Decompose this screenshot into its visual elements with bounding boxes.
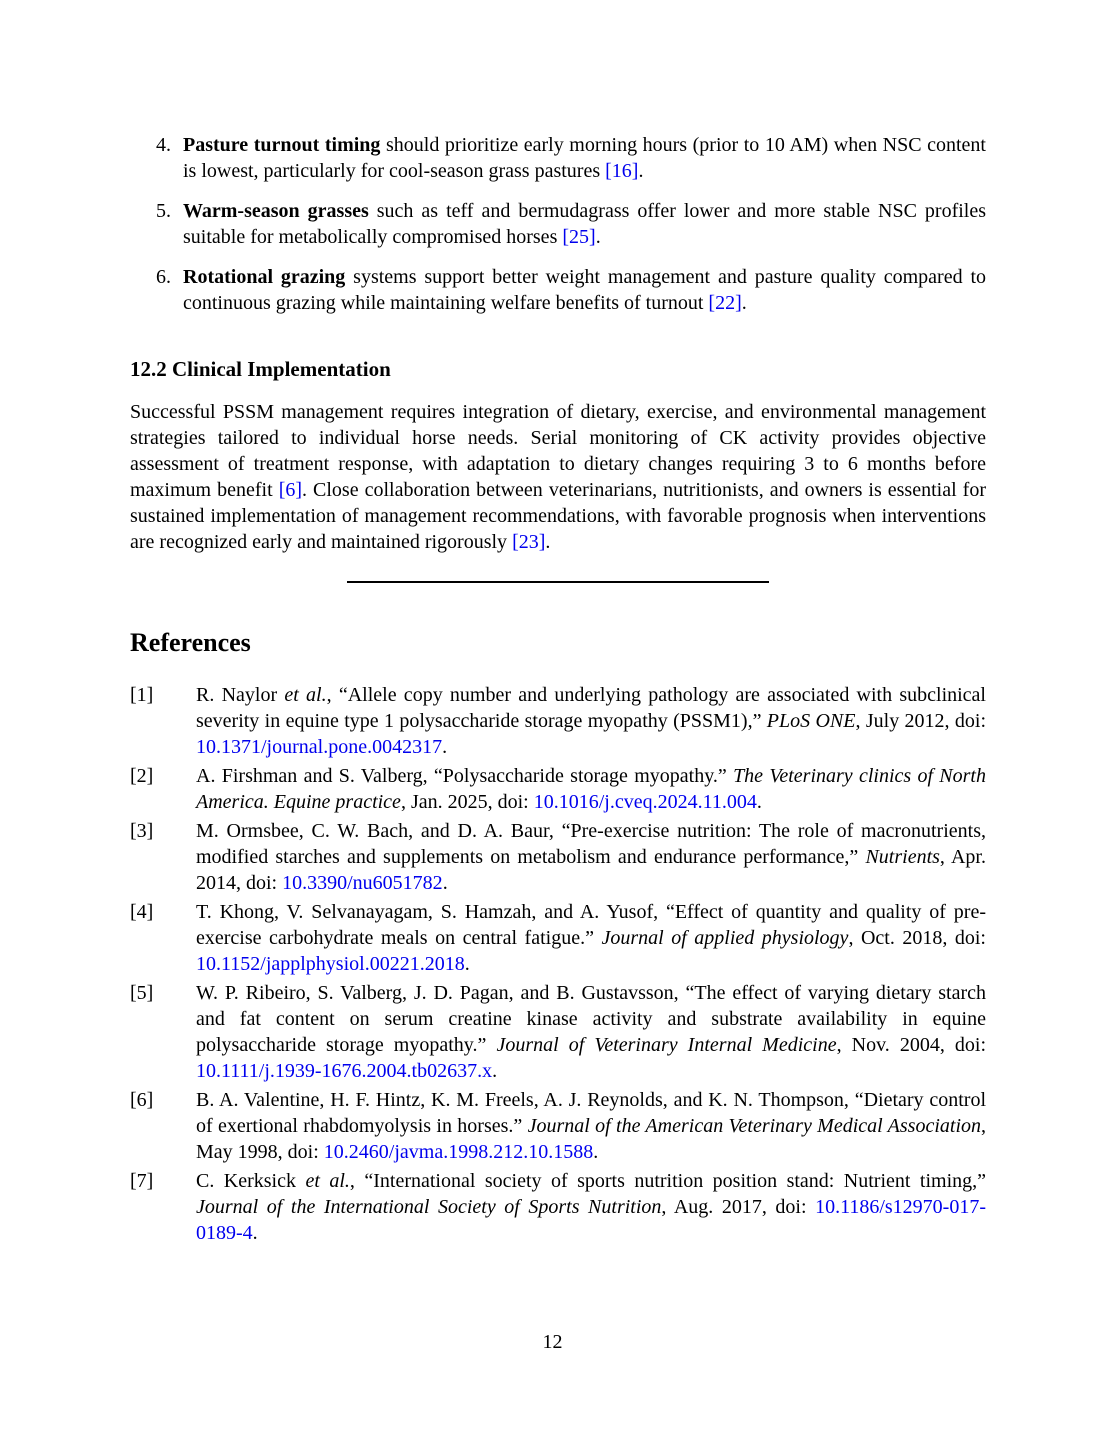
text-segment: M. Ormsbee, C. W. Bach, and D. A. Baur, “Pre-exercise nutrition: The role of macronutrients, modified starches and supplements on metabolism and endurance performance,”	[196, 820, 986, 868]
list-item	[130, 198, 986, 250]
reference-entry	[130, 899, 986, 977]
reference-entry	[130, 682, 986, 760]
reference-label: [5]	[130, 982, 154, 1004]
text-segment: , “Allele copy number and underlying pathology are associated with subclinical severity in equine type 1 polysaccharide storage myopathy (PSSM1),”	[196, 684, 986, 732]
text-segment: , Aug. 2017, doi:	[661, 1196, 816, 1218]
reference-text	[196, 765, 986, 813]
doi-link[interactable]: 10.1111/j.1939-1676.2004.tb02637.x	[196, 1060, 493, 1082]
list-item-number: 6.	[156, 266, 171, 288]
doi-link[interactable]: 10.1371/journal.pone.0042317	[196, 736, 443, 758]
text-segment: B. A. Valentine, H. F. Hintz, K. M. Freels, A. J. Reynolds, and K. N. Thompson, “Dietary control of exertional rhabdomyolysis in horses.”	[196, 1089, 986, 1137]
reference-label: [1]	[130, 684, 154, 706]
reference-entry	[130, 1087, 986, 1165]
text-segment: Journal of Veterinary Internal Medicine	[496, 1034, 837, 1056]
horizontal-rule	[347, 581, 769, 583]
text-segment: such as teff and bermudagrass offer lower and more stable NSC profiles suitable for metabolically compromised horses	[183, 200, 986, 248]
text-segment: R. Naylor	[196, 684, 285, 706]
list-item-text	[183, 200, 986, 248]
text-segment: , July 2012, doi:	[855, 710, 987, 732]
text-segment: .	[252, 1222, 258, 1244]
reference-label: [3]	[130, 820, 154, 842]
list-item	[130, 264, 986, 316]
citation-link[interactable]: [22]	[708, 292, 742, 314]
reference-text	[196, 1089, 986, 1163]
text-segment: .	[545, 531, 551, 553]
list-item-text	[183, 134, 986, 182]
text-segment: Nutrients	[865, 846, 940, 868]
text-segment: .	[756, 791, 762, 813]
text-segment: Journal of the American Veterinary Medical Association	[527, 1115, 981, 1137]
reference-text	[196, 1170, 986, 1244]
reference-entry	[130, 1168, 986, 1246]
section-paragraph	[130, 399, 986, 555]
section-heading: 12.2 Clinical Implementation	[130, 357, 391, 381]
text-segment: Journal of the International Society of Sports Nutrition	[196, 1196, 662, 1218]
citation-link[interactable]: [16]	[605, 160, 639, 182]
text-segment: .	[442, 736, 448, 758]
text-segment: Pasture turnout timing	[183, 134, 381, 156]
text-segment: et al.	[305, 1170, 350, 1192]
text-segment: systems support better weight management and pasture quality compared to continuous grazing while maintaining welfare benefits of turnout	[183, 266, 987, 314]
doi-link[interactable]: 10.1152/japplphysiol.00221.2018	[196, 953, 465, 975]
text-segment: .	[741, 292, 747, 314]
text-segment: C. Kerksick	[196, 1170, 306, 1192]
text-segment: .	[593, 1141, 599, 1163]
citation-link[interactable]: [6]	[278, 479, 303, 501]
reference-text	[196, 901, 986, 975]
text-segment: T. Khong, V. Selvanayagam, S. Hamzah, and A. Yusof, “Effect of quantity and quality of pre-exercise carbohydrate meals on central fatigue.”	[196, 901, 986, 949]
doi-link[interactable]: 10.3390/nu6051782	[282, 872, 443, 894]
reference-text	[196, 684, 986, 758]
text-segment: .	[492, 1060, 498, 1082]
text-segment: The Veterinary clinics of North America. Equine practice	[196, 765, 986, 813]
text-segment: A. Firshman and S. Valberg, “Polysaccharide storage myopathy.”	[196, 765, 734, 787]
reference-text	[196, 982, 986, 1082]
reference-label: [6]	[130, 1089, 154, 1111]
text-segment: , May 1998, doi:	[196, 1115, 986, 1163]
text-segment: should prioritize early morning hours (prior to 10 AM) when NSC content is lowest, particularly for cool-season grass pastures	[183, 134, 986, 182]
references-list	[130, 682, 986, 1246]
citation-link[interactable]: [23]	[512, 531, 546, 553]
text-segment: PLoS ONE	[766, 710, 856, 732]
citation-link[interactable]: [25]	[562, 226, 596, 248]
text-segment: .	[464, 953, 470, 975]
text-segment: , Apr. 2014, doi:	[196, 846, 986, 894]
reference-entry	[130, 763, 986, 815]
page-number: 12	[542, 1331, 563, 1353]
reference-label: [7]	[130, 1170, 154, 1192]
list-item	[130, 132, 986, 184]
text-segment: et al.	[284, 684, 327, 706]
doi-link[interactable]: 10.2460/javma.1998.212.10.1588	[323, 1141, 594, 1163]
text-segment: . Close collaboration between veterinarians, nutritionists, and owners is essential for sustained implementation of management recommendations, with favorable prognosis when interventions are recognized early and maintained rigorously	[130, 479, 986, 553]
text-segment: , Oct. 2018, doi:	[848, 927, 986, 949]
text-segment: Rotational grazing	[183, 266, 346, 288]
page-content	[130, 0, 986, 1249]
text-segment: Warm-season grasses	[183, 200, 369, 222]
text-segment: .	[442, 872, 448, 894]
reference-label: [4]	[130, 901, 154, 923]
references-heading: References	[130, 628, 251, 657]
doi-link[interactable]: 10.1016/j.cveq.2024.11.004	[533, 791, 757, 813]
text-segment: W. P. Ribeiro, S. Valberg, J. D. Pagan, and B. Gustavsson, “The effect of varying dietary starch and fat content on serum creatine kinase activity and substrate availability in equine polysaccharide storage myopathy.”	[196, 982, 986, 1056]
text-segment: Successful PSSM management requires integration of dietary, exercise, and environmental management strategies tailored to individual horse needs. Serial monitoring of CK activity provides objective assessment of treatment response, with adaptation to dietary changes requiring 3 to 6 months before maximum benefit	[130, 401, 986, 501]
text-segment: , Nov. 2004, doi:	[836, 1034, 986, 1056]
list-item-number: 4.	[156, 134, 171, 156]
text-segment: Journal of applied physiology	[601, 927, 849, 949]
numbered-list	[130, 132, 986, 316]
list-item-number: 5.	[156, 200, 171, 222]
reference-entry	[130, 980, 986, 1084]
reference-text	[196, 820, 986, 894]
doi-link[interactable]: 10.1186/s12970-017-0189-4	[196, 1196, 986, 1244]
reference-entry	[130, 818, 986, 896]
text-segment: .	[595, 226, 601, 248]
text-segment: , “International society of sports nutrition position stand: Nutrient timing,”	[349, 1170, 986, 1192]
text-segment: , Jan. 2025, doi:	[400, 791, 534, 813]
reference-label: [2]	[130, 765, 154, 787]
text-segment: .	[638, 160, 644, 182]
list-item-text	[183, 266, 986, 314]
